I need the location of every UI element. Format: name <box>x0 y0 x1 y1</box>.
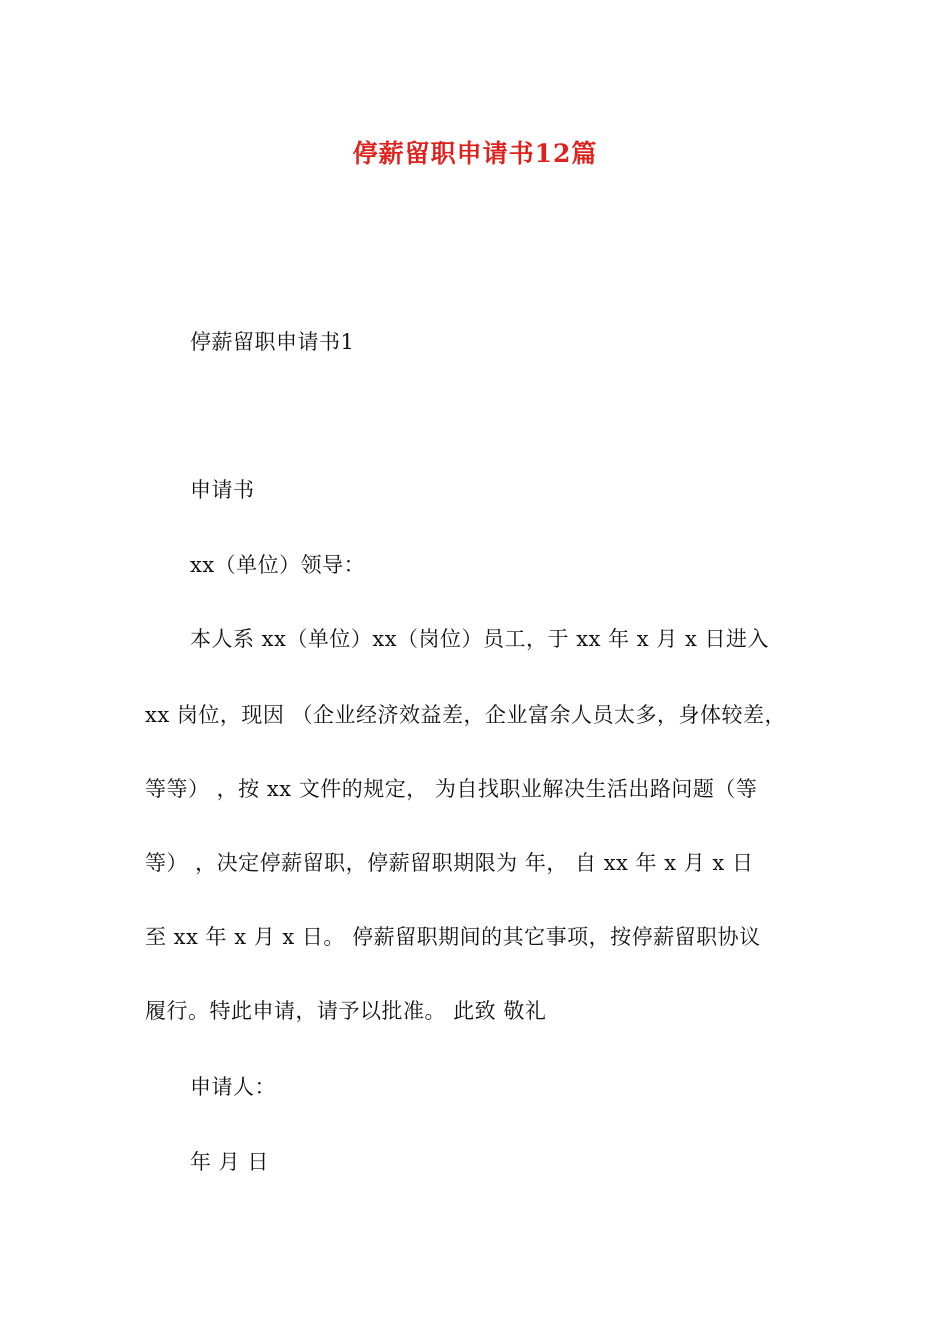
section-heading: 停薪留职申请书1 <box>190 330 355 354</box>
document-title: 停薪留职申请书12篇 <box>352 139 598 168</box>
date-line: 年 月 日 <box>190 1150 269 1174</box>
applicant-label: 申请人： <box>190 1075 276 1099</box>
body-line-6: 履行。特此申请，请予以批准。 此致 敬礼 <box>145 999 547 1023</box>
salutation: xx（单位）领导： <box>190 553 366 577</box>
body-line-1: 本人系 xx（单位）xx（岗位）员工，于 xx 年 x 月 x 日进入 <box>190 627 769 651</box>
body-line-5: 至 xx 年 x 月 x 日。 停薪留职期间的其它事项，按停薪留职协议 <box>145 925 761 949</box>
letter-title: 申请书 <box>190 478 255 502</box>
body-line-4: 等） ，决定停薪留职，停薪留职期限为 年， 自 xx 年 x 月 x 日 <box>145 851 754 875</box>
body-line-3: 等等） ，按 xx 文件的规定， 为自找职业解决生活出路问题（等 <box>145 777 758 801</box>
body-line-2: xx 岗位，现因 （企业经济效益差，企业富余人员太多，身体较差， <box>145 703 787 727</box>
